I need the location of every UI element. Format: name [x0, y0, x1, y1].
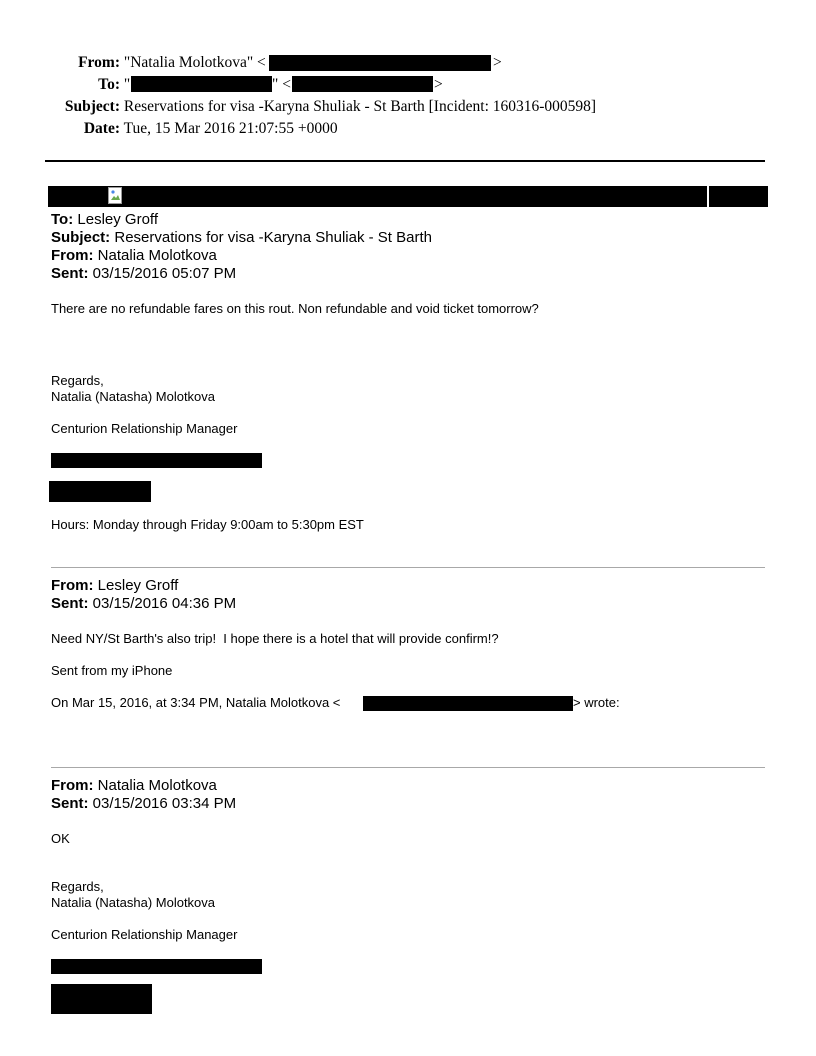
msg1-from — [51, 247, 217, 265]
msg1-sent-label: Sent: — [51, 265, 89, 282]
broken-image-icon — [108, 187, 123, 205]
redacted-signature-block — [51, 984, 152, 1014]
message-separator — [51, 767, 765, 768]
header-to-row — [0, 76, 130, 94]
msg1-to — [51, 211, 158, 229]
header-subject-row — [0, 98, 596, 116]
msg2-sent-value: 03/15/2016 04:36 PM — [92, 595, 237, 612]
msg1-from-label: From: — [51, 247, 94, 264]
msg1-subject — [51, 229, 432, 247]
msg1-subject-value: Reservations for visa -Karyna Shuliak - St Barth — [114, 229, 432, 246]
header-from-value: "Natalia Molotkova" < — [123, 54, 266, 71]
redacted-to-name — [131, 76, 272, 92]
msg2-quote-prefix: On Mar 15, 2016, at 3:34 PM, Natalia Molotkova < — [51, 695, 341, 710]
header-subject-value: Reservations for visa -Karyna Shuliak - St Barth [Incident: 160316-000598] — [123, 98, 597, 115]
msg2-sent-from: Sent from my iPhone — [51, 663, 173, 678]
header-from-label: From: — [78, 54, 120, 71]
msg3-regards: Regards, — [51, 879, 104, 894]
msg1-sent — [51, 265, 236, 283]
msg3-from-label: From: — [51, 777, 94, 794]
msg3-from-value: Natalia Molotkova — [97, 777, 217, 794]
header-subject-label: Subject: — [64, 98, 120, 115]
msg3-sent-value: 03/15/2016 03:34 PM — [92, 795, 237, 812]
msg1-hours: Hours: Monday through Friday 9:00am to 5:30pm EST — [51, 517, 364, 532]
header-to-open: " — [123, 76, 131, 93]
redacted-to-email — [292, 76, 433, 92]
msg3-from — [51, 777, 217, 795]
msg2-from-label: From: — [51, 577, 94, 594]
msg2-quote-suffix: > wrote: — [573, 695, 620, 710]
msg2-body: Need NY/St Barth's also trip! I hope there is a hotel that will provide confirm!? — [51, 631, 499, 646]
msg1-body: There are no refundable fares on this rout. Non refundable and void ticket tomorrow? — [51, 301, 539, 316]
header-from-row — [0, 54, 266, 72]
header-divider — [45, 160, 765, 162]
msg1-regards: Regards, — [51, 373, 104, 388]
header-date-row — [0, 120, 338, 138]
msg2-sent — [51, 595, 236, 613]
msg2-from-value: Lesley Groff — [97, 577, 179, 594]
msg2-from — [51, 577, 178, 595]
banner-divider — [707, 186, 709, 207]
header-to-close: > — [434, 76, 443, 93]
msg3-sent-label: Sent: — [51, 795, 89, 812]
msg1-to-label: To: — [51, 211, 74, 228]
redacted-signature-line — [51, 453, 262, 468]
msg3-sent — [51, 795, 236, 813]
header-date-label: Date: — [83, 120, 120, 137]
message-separator — [51, 567, 765, 568]
msg1-signature-title: Centurion Relationship Manager — [51, 421, 238, 436]
msg3-body: OK — [51, 831, 70, 846]
header-to-label: To: — [98, 76, 120, 93]
msg3-signature-title: Centurion Relationship Manager — [51, 927, 238, 942]
msg1-subject-label: Subject: — [51, 229, 111, 246]
msg1-sent-value: 03/15/2016 05:07 PM — [92, 265, 237, 282]
header-to-mid: " < — [272, 76, 291, 93]
msg2-sent-label: Sent: — [51, 595, 89, 612]
header-from-close: > — [493, 54, 502, 71]
msg1-from-value: Natalia Molotkova — [97, 247, 217, 264]
redacted-from-email — [269, 55, 491, 71]
redacted-signature-line — [51, 959, 262, 974]
redacted-signature-block — [49, 481, 151, 502]
msg1-signature-name: Natalia (Natasha) Molotkova — [51, 389, 216, 404]
msg1-to-value: Lesley Groff — [77, 211, 158, 228]
header-date-value: Tue, 15 Mar 2016 21:07:55 +0000 — [123, 120, 338, 137]
redacted-banner — [48, 186, 768, 207]
msg3-signature-name: Natalia (Natasha) Molotkova — [51, 895, 216, 910]
redacted-quote-email — [363, 696, 573, 711]
